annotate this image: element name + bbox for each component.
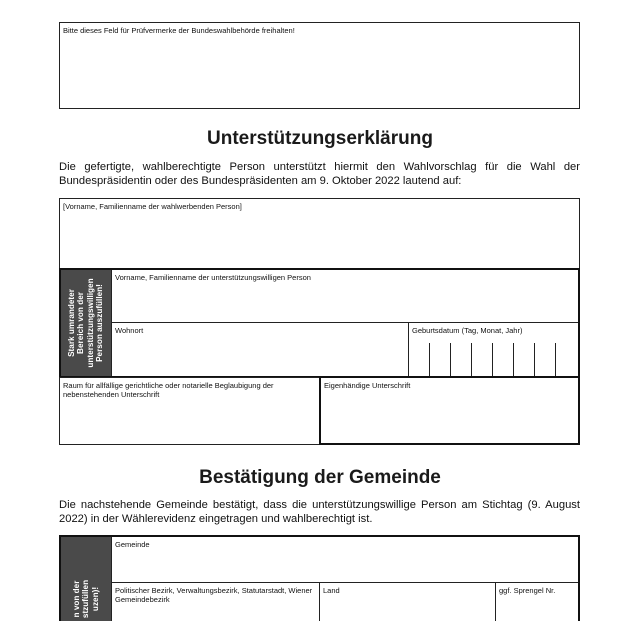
residence-label: Wohnort bbox=[115, 326, 144, 335]
birthdate-digit-divider bbox=[555, 343, 556, 376]
declaration-title: Unterstützungserklärung bbox=[207, 128, 433, 149]
signature-label: Eigenhändige Unterschrift bbox=[324, 381, 411, 390]
municipality-sidebar-line-3: uzen)! bbox=[90, 586, 100, 612]
office-use-label: Bitte dieses Feld für Prüfvermerke der Bundeswahlbehörde freihalten! bbox=[63, 26, 295, 35]
confirmation-intro: Die nachstehende Gemeinde bestätigt, dass die unterstützungswillige Person am Stichtag (9. August 2022) in der Wählerevidenz eingetragen und wahlberechtigt ist. bbox=[59, 499, 580, 525]
birthdate-digit-divider bbox=[450, 343, 451, 376]
supporter-name-field[interactable] bbox=[112, 270, 578, 322]
birthdate-field[interactable] bbox=[409, 323, 578, 376]
sidebar-line-1: Stark umrandeter bbox=[67, 289, 77, 357]
birthdate-digit-divider bbox=[513, 343, 514, 376]
municipality-field[interactable] bbox=[112, 537, 578, 582]
sidebar-line-4: Person auszufüllen! bbox=[95, 284, 105, 362]
birthdate-label: Geburtsdatum (Tag, Monat, Jahr) bbox=[412, 326, 523, 335]
confirmation-title: Bestätigung der Gemeinde bbox=[199, 467, 441, 488]
birthdate-digit-divider bbox=[534, 343, 535, 376]
supporter-sidebar-text bbox=[67, 270, 105, 376]
birthdate-digit-divider bbox=[471, 343, 472, 376]
residence-field[interactable] bbox=[112, 323, 408, 376]
municipality-sidebar bbox=[61, 537, 111, 621]
notary-label: Raum für allfällige gerichtliche oder notarielle Beglaubigung der nebenstehenden Unterschrift bbox=[63, 381, 274, 399]
signature-field[interactable] bbox=[319, 376, 580, 445]
candidate-field[interactable] bbox=[59, 198, 580, 269]
municipality-sidebar-line-1: n von der bbox=[71, 580, 81, 618]
sidebar-line-2: Bereich von der bbox=[76, 292, 86, 354]
supporter-sidebar bbox=[61, 270, 111, 376]
municipality-sidebar-text bbox=[72, 554, 100, 621]
office-use-box bbox=[59, 22, 580, 109]
state-label: Land bbox=[323, 586, 340, 595]
precinct-label: ggf. Sprengel Nr. bbox=[499, 586, 556, 595]
precinct-field[interactable] bbox=[496, 583, 578, 621]
declaration-intro: Die gefertigte, wahlberechtigte Person unterstützt hiermit den Wahlvorschlag für die Wahl der Bundespräsidentin oder des Bundespräsidenten am 9. Oktober 2022 lautend auf: bbox=[59, 161, 580, 187]
sidebar-line-3: unterstützungswilligen bbox=[86, 278, 95, 368]
district-label: Politischer Bezirk, Verwaltungsbezirk, Statutarstadt, Wiener Gemeindebezirk bbox=[115, 586, 313, 604]
state-field[interactable] bbox=[320, 583, 495, 621]
birthdate-digit-divider bbox=[492, 343, 493, 376]
municipality-sidebar-line-2: stzufüllen bbox=[81, 579, 91, 619]
candidate-label: [Vorname, Familienname der wahlwerbenden Person] bbox=[63, 202, 242, 211]
district-field[interactable] bbox=[112, 583, 319, 621]
supporter-name-label: Vorname, Familienname der unterstützungswilligen Person bbox=[115, 273, 311, 282]
municipality-label: Gemeinde bbox=[115, 540, 150, 549]
birthdate-digit-divider bbox=[429, 343, 430, 376]
notary-field[interactable] bbox=[59, 377, 321, 445]
